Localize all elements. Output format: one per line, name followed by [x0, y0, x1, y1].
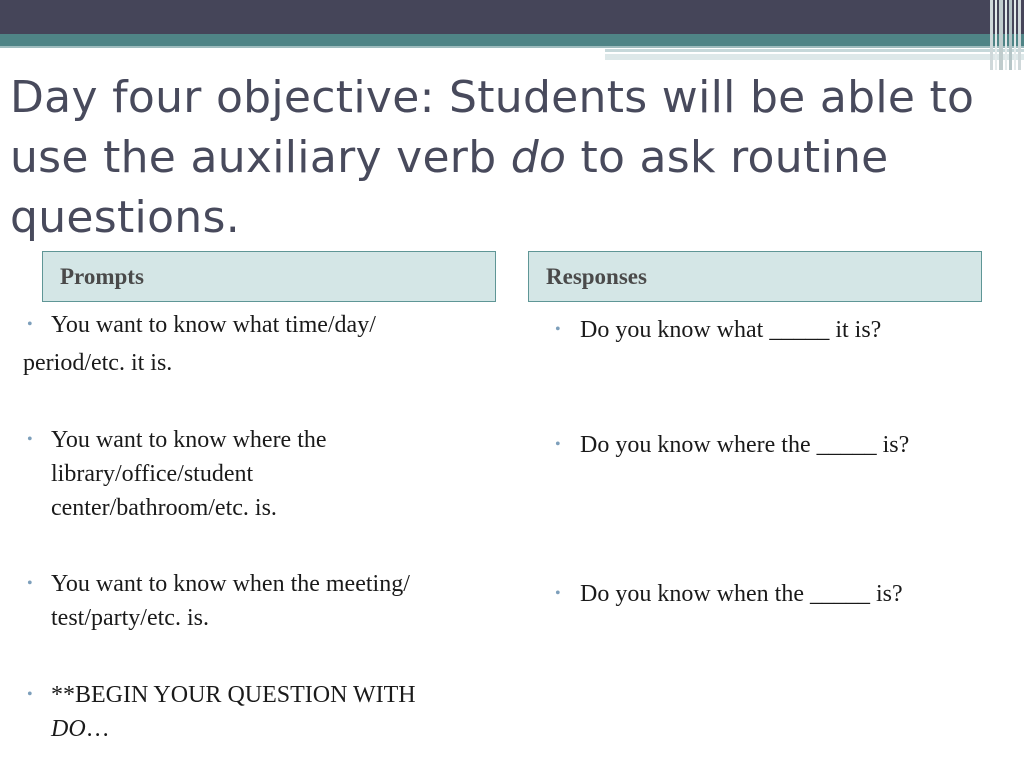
accent-line: [605, 49, 1024, 52]
response-3: Do you know when the _____ is?: [580, 581, 903, 607]
title-italic-do: do: [510, 132, 567, 183]
bullet-icon: •: [27, 575, 33, 592]
bullet-icon: •: [27, 316, 33, 333]
teal-accent-bar: [0, 34, 1024, 46]
corner-stripes: [990, 0, 1024, 70]
bullet-icon: •: [555, 585, 561, 602]
prompt-2: You want to know where the library/office/student center/bathroom/etc. is.: [51, 427, 327, 521]
response-2: Do you know where the _____ is?: [580, 432, 910, 458]
bullet-icon: •: [555, 436, 561, 453]
prompt-4-text: **BEGIN YOUR QUESTION WITH: [51, 682, 416, 708]
response-1: Do you know what _____ it is?: [580, 317, 882, 343]
bullet-icon: •: [27, 686, 33, 703]
accent-line: [605, 54, 1024, 60]
prompts-header: Prompts: [42, 251, 496, 302]
top-banner-bar: [0, 0, 1024, 34]
prompt-3: You want to know when the meeting/ test/party/etc. is.: [51, 571, 410, 631]
bullet-icon: •: [27, 431, 33, 448]
prompt-1-line1: You want to know what time/day/: [51, 312, 376, 338]
prompt-4: [51, 678, 431, 746]
slide-title: [10, 68, 1010, 248]
responses-header: Responses: [528, 251, 982, 302]
prompt-4-ellipsis: …: [85, 716, 110, 742]
title-text: Day four objective: Students will be able to use the auxiliary verb: [10, 72, 975, 183]
bullet-icon: •: [555, 321, 561, 338]
title-text-end: to ask routine questions.: [10, 132, 889, 243]
accent-line: [0, 46, 1024, 48]
prompt-1-line2: period/etc. it is.: [23, 350, 173, 376]
prompt-4-italic-do: DO: [51, 716, 86, 742]
